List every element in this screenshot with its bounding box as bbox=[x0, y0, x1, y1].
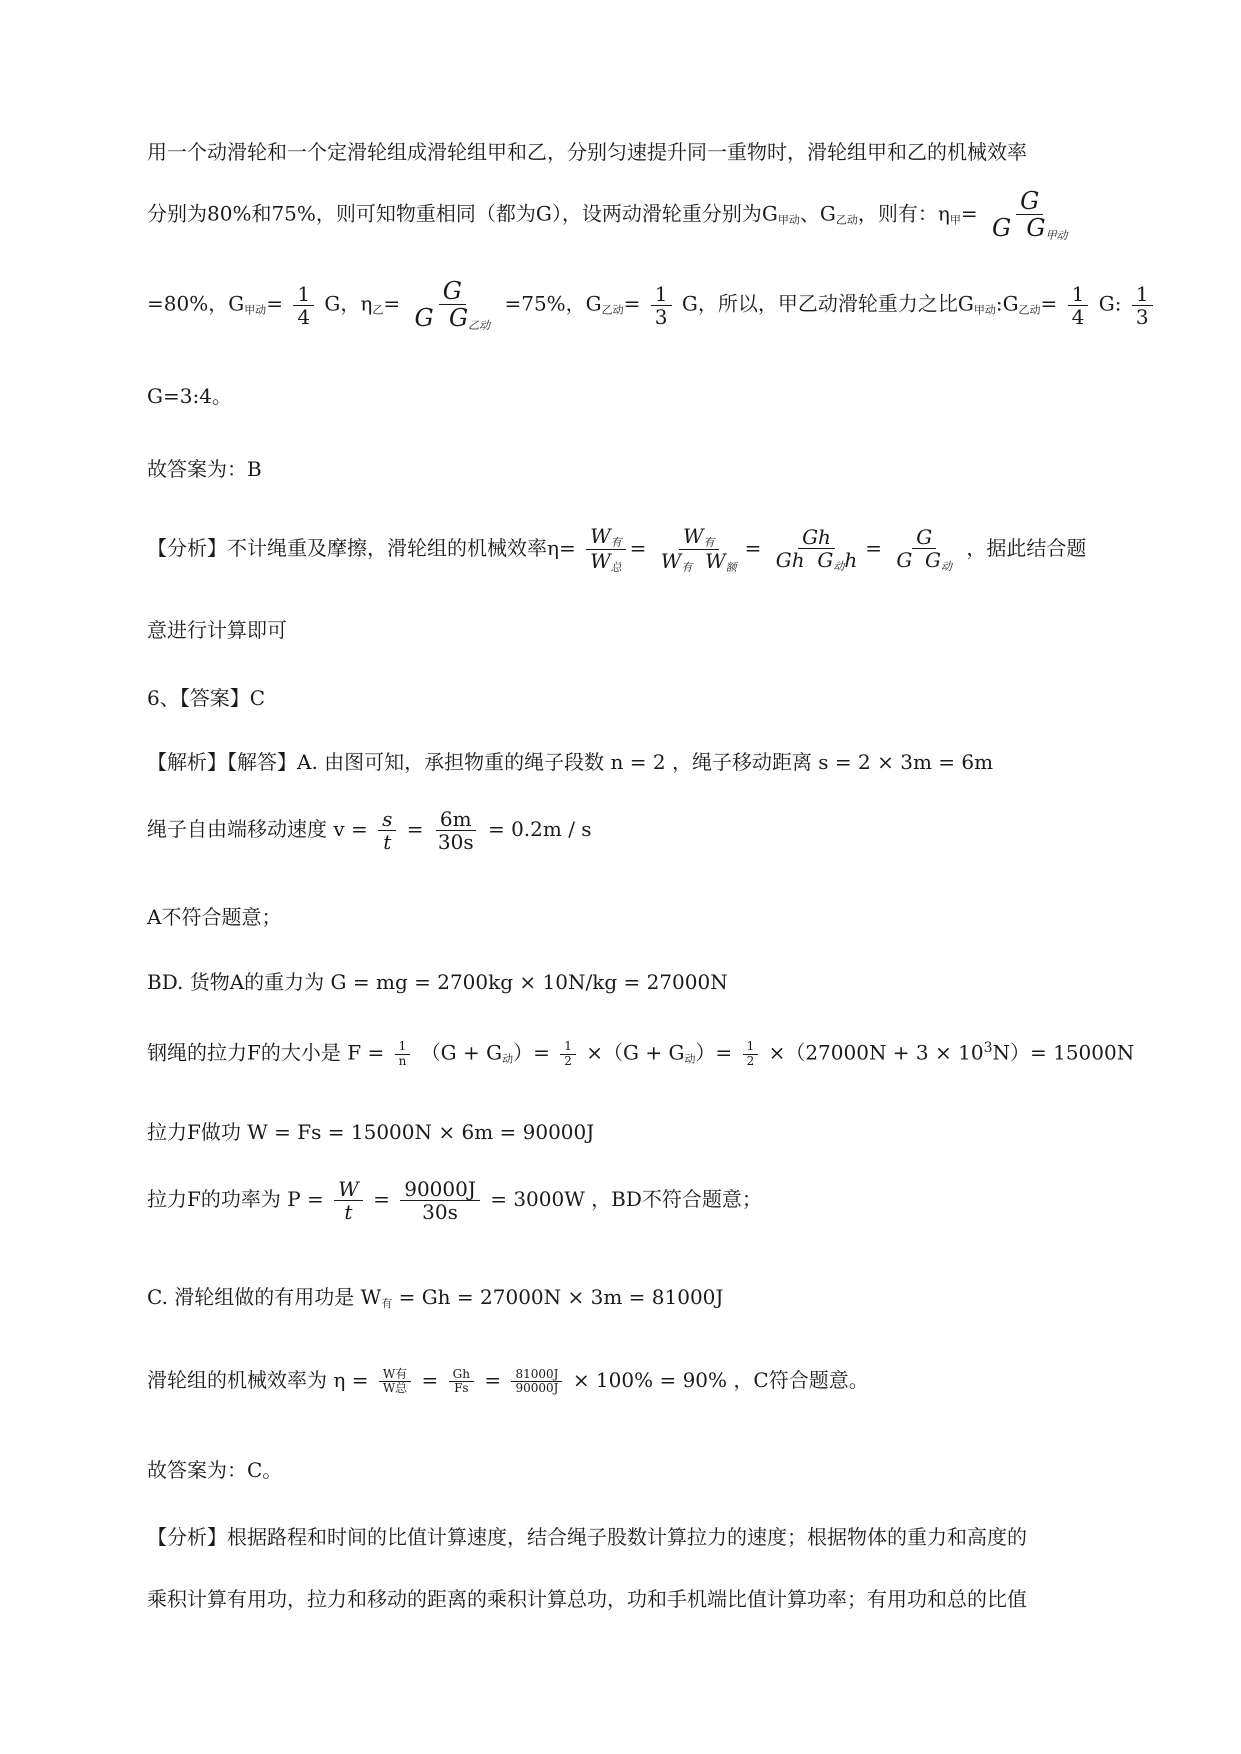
fraction-6m-30s: $\frac{6m}{30s}$ bbox=[437, 807, 474, 854]
fraction-one-third-2: $\frac{1}{3}$ bbox=[1132, 283, 1153, 328]
text-line-20: 乘积计算有用功，拉力和移动的距离的乘积计算总功，功和手机端比值计算功率；有用功和总的比值 bbox=[147, 1587, 1027, 1611]
text-line-10: 绳子自由端移动速度 v = $\frac{s}{t}$ = $\frac{6m}{30s}$ = 0.2m / s bbox=[147, 807, 592, 854]
fraction-w-useful-total: $\frac{W_有}{W_总}$ bbox=[586, 525, 626, 574]
fraction-eta-jia: $\frac{G}{G G_{甲动}}$ bbox=[991, 187, 1068, 243]
fraction-one-quarter: $\frac{1}{4}$ bbox=[293, 283, 314, 328]
fraction-g: $\frac{G}{G G_动}$ bbox=[896, 525, 953, 574]
fraction-w-useful-sum: $\frac{W_有}{W_有 W_额}$ bbox=[660, 524, 737, 575]
fraction-90000j-30s: $\frac{90000J}{30s}$ bbox=[400, 1178, 480, 1223]
text-line-11: A不符合题意； bbox=[147, 905, 282, 929]
fraction-s-t: $\frac{s}{t}$ bbox=[378, 808, 396, 853]
fraction-1-n: $\frac{1}{n}$ bbox=[395, 1040, 411, 1067]
text-line-19: 【分析】根据路程和时间的比值计算速度，结合绳子股数计算拉力的速度；根据物体的重力和高度的 bbox=[147, 1525, 1027, 1549]
text-line-13: 钢绳的拉力F的大小是 F = $\frac{1}{n}$ $(G + G_动)=$ $\frac{1}{2}$ $\times(G + G_动)=$ $\frac{1}{2}$ $\times(27000N + 3 \times 10^3N)= 15000N$ bbox=[147, 1039, 1135, 1068]
text-line-1: 用一个动滑轮和一个定滑轮组成滑轮组甲和乙，分别匀速提升同一重物时，滑轮组甲和乙的机械效率 bbox=[147, 140, 1027, 164]
text-line-8: 6、【答案】C bbox=[147, 686, 266, 710]
fraction-one-quarter-2: $\frac{1}{4}$ bbox=[1068, 283, 1089, 328]
text-line-6: 【分析】不计绳重及摩擦，滑轮组的机械效率η= $\frac{W_有}{W_总}$ = $\frac{W_有}{W_有 W_额}$ = $\frac{Gh}{Gh G_动h}$ = $\frac{G}{G G_动}$ ，据此结合题 bbox=[147, 524, 1087, 575]
text-line-14: 拉力F做功 W = Fs = 15000N × 6m = 90000J bbox=[147, 1120, 595, 1144]
text-line-15: 拉力F的功率为 P = $\frac{W}{t}$ = $\frac{90000J}{30s}$ = 3000W ，BD不符合题意； bbox=[147, 1177, 762, 1224]
text-line-9: 【解析】【解答】A. 由图可知，承担物重的绳子段数 n = 2 ，绳子移动距离 s = 2 × 3m = 6m bbox=[147, 750, 994, 774]
fraction-eta-yi: $\frac{G}{G G_{乙动}}$ bbox=[414, 277, 491, 333]
text-line-5: 故答案为：B bbox=[147, 457, 262, 481]
fraction-gh-fs: $\frac{Gh}{Fs}$ bbox=[449, 1368, 474, 1395]
text-line-16: C. 滑轮组做的有用功是 $W_有 = Gh = 27000N \times 3m = 81000J$ bbox=[147, 1285, 724, 1310]
text-line-18: 故答案为：C。 bbox=[147, 1458, 283, 1482]
text-line-12: BD. 货物A的重力为 G = mg = 2700kg × 10N/kg = 27000N bbox=[147, 970, 728, 994]
text-line-2: 分别为80%和75%，则可知物重相同（都为G），设两动滑轮重分别为$G_{甲动}$、$G_{乙动}$，则有：$\eta_甲=$ $\frac{G}{G G_{甲动}}$ bbox=[147, 188, 1131, 242]
fraction-1-2-b: $\frac{1}{2}$ bbox=[743, 1040, 759, 1067]
fraction-gh: $\frac{Gh}{Gh G_动h}$ bbox=[775, 525, 858, 574]
text-line-17: 滑轮组的机械效率为 η = $\frac{\text{W有}}{\text{W总}}$ = $\frac{Gh}{Fs}$ = $\frac{81000J}{90000J}$ × 100% = 90% ，C符合题意。 bbox=[147, 1367, 869, 1396]
fraction-w-t: $\frac{W}{t}$ bbox=[334, 1178, 363, 1223]
text-line-3: =80%，$G_{甲动}=$ $\frac{1}{4}$ G，$\eta_乙=$ $\frac{G}{G G_{乙动}}$ =75%，$G_{乙动}=$ $\frac{1}{3}$ G，所以，甲乙动滑轮重力之比$G_{甲动}:G_{乙动}=$ $\frac{1}{4}$ G: $\frac{1}{3}$ bbox=[147, 278, 1131, 332]
text-line-7: 意进行计算即可 bbox=[147, 618, 287, 642]
text-line-4: G=3:4。 bbox=[147, 384, 232, 408]
fraction-1-2: $\frac{1}{2}$ bbox=[560, 1040, 576, 1067]
fraction-w-useful-w-total: $\frac{\text{W有}}{\text{W总}}$ bbox=[379, 1368, 411, 1395]
fraction-one-third: $\frac{1}{3}$ bbox=[651, 283, 672, 328]
fraction-81000j-90000j: $\frac{81000J}{90000J}$ bbox=[511, 1368, 562, 1395]
